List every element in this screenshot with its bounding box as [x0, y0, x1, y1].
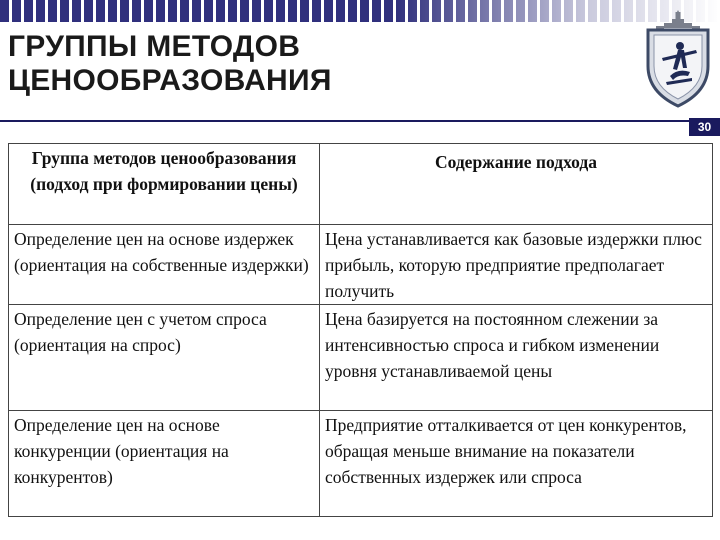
cell-method-group: Определение цен на основе издержек (ориентация на собственные издержки): [9, 225, 320, 305]
top-decorative-strip: [0, 0, 720, 22]
slide-title: [8, 30, 568, 98]
header-approach-content: Содержание подхода: [320, 144, 713, 225]
cell-method-group: Определение цен с учетом спроса (ориентация на спрос): [9, 305, 320, 411]
table-row: [9, 225, 713, 305]
cell-approach-content: Цена устанавливается как базовые издержки плюс прибыль, которую предприятие предполагает получить: [320, 225, 713, 305]
cell-method-group: Определение цен на основе конкуренции (ориентация на конкурентов): [9, 411, 320, 517]
header-divider: [0, 120, 690, 122]
header-method-group: Группа методов ценообразования (подход при формировании цены): [9, 144, 320, 225]
university-shield-emblem-icon: [640, 10, 716, 108]
pricing-methods-table: [8, 143, 713, 517]
table-row: [9, 411, 713, 517]
slide-title-line-2: ЦЕНООБРАЗОВАНИЯ: [8, 64, 332, 97]
slide-title-line-1: ГРУППЫ МЕТОДОВ: [8, 30, 301, 63]
cell-approach-content: Предприятие отталкивается от цен конкурентов, обращая меньше внимание на показатели собственных издержек или спроса: [320, 411, 713, 517]
table-row: [9, 305, 713, 411]
page-number-badge: 30: [689, 118, 720, 136]
cell-approach-content: Цена базируется на постоянном слежении за интенсивностью спроса и гибком изменении уровня устанавливаемой цены: [320, 305, 713, 411]
table-header-row: [9, 144, 713, 225]
